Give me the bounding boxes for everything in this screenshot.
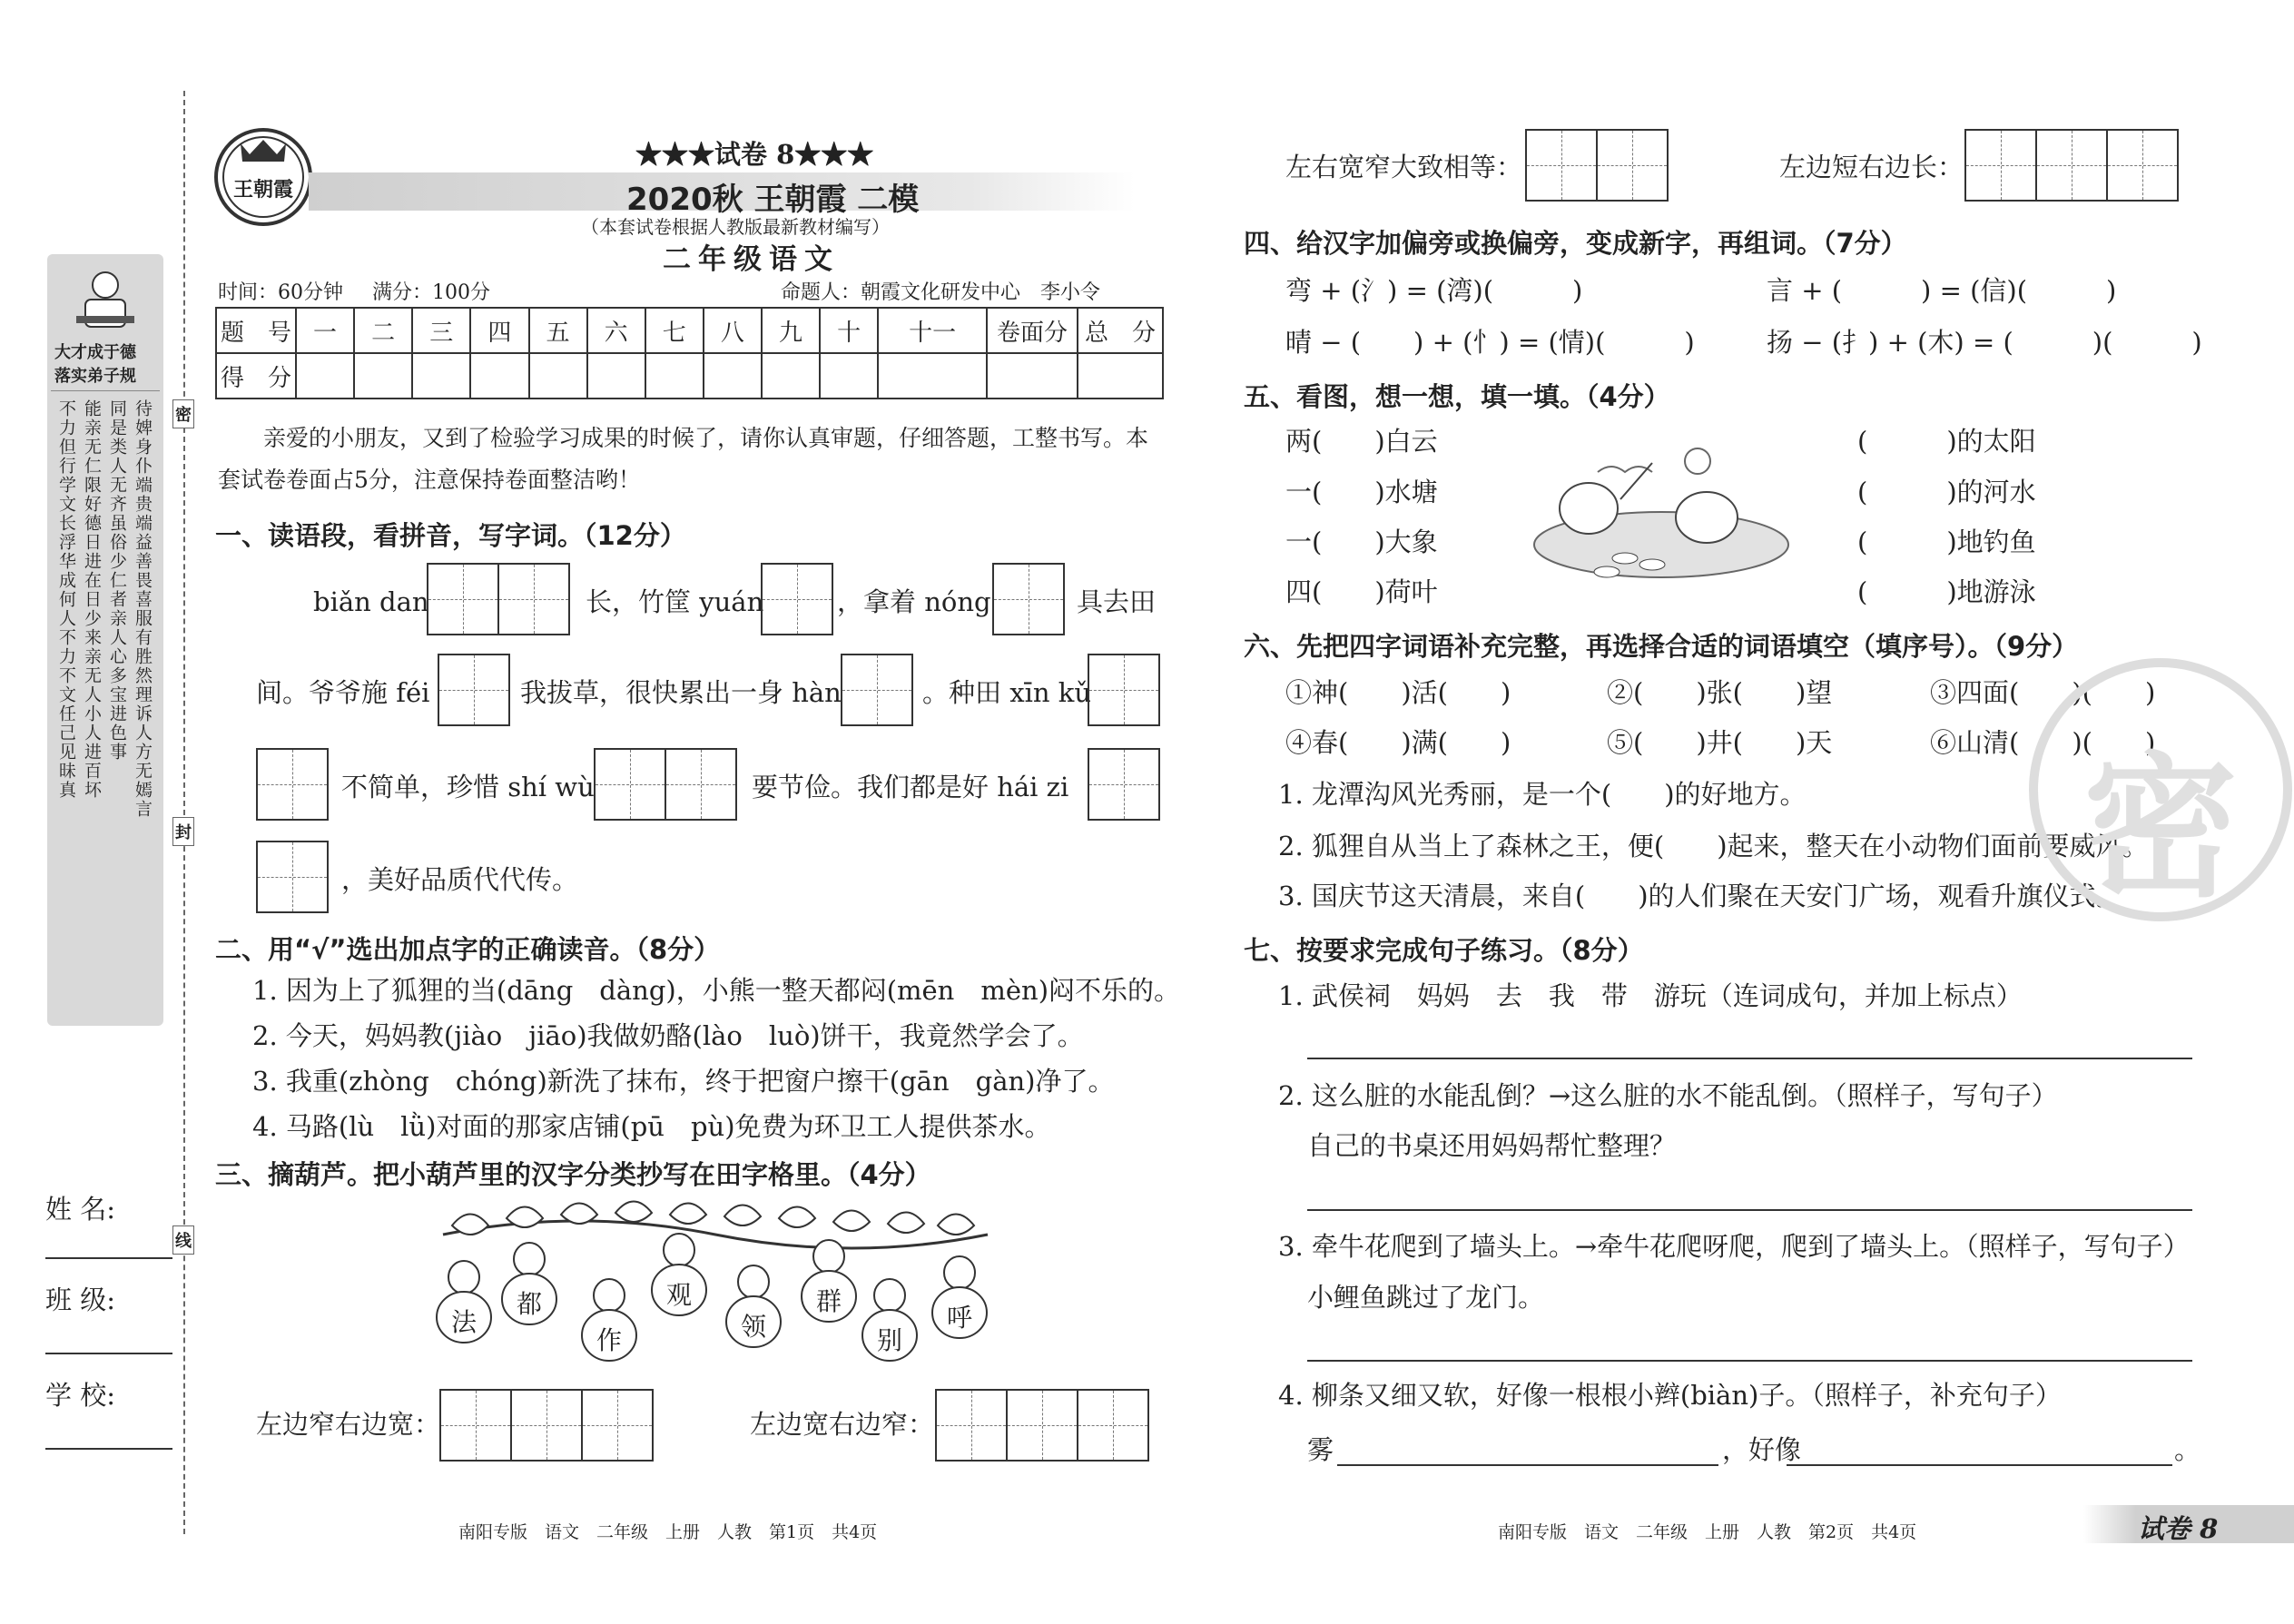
- q6-word-2: ②( )张( )望: [1607, 677, 1833, 708]
- q5-left-2: 一( )水塘: [1285, 477, 1438, 507]
- q7-fill-lead: 雾: [1307, 1434, 1334, 1465]
- scholar-figure: [69, 263, 142, 336]
- q4-item-a: 弯 + (氵) = (湾)( ): [1285, 275, 1583, 306]
- tianzige-cell[interactable]: [581, 1389, 654, 1462]
- tianzige-cell[interactable]: [256, 841, 329, 913]
- intro-text: 亲爱的小朋友，又到了检验学习成果的时候了，请你认真审题，仔细答题，工整书写。本套试卷卷面占5分，注意保持卷面整洁哟！: [218, 425, 1149, 493]
- score-cell[interactable]: [470, 353, 528, 399]
- secret-stamp-text: 密: [2082, 737, 2238, 919]
- tianzige-cell[interactable]: [510, 1389, 583, 1462]
- score-cell[interactable]: [296, 353, 354, 399]
- tianzige-cell[interactable]: [256, 748, 329, 821]
- q4-item-b: 言 + ( ) = (信)( ): [1767, 275, 2117, 306]
- poem-col-3: 同是类人无齐虽俗少仁者亲人心多宝进色事: [107, 399, 127, 762]
- gourd-char: 别: [876, 1325, 902, 1355]
- poem-col-1: 不力但行学文长浮华成何人不力不文任己见昧真: [56, 399, 76, 800]
- class-input[interactable]: [45, 1353, 172, 1354]
- q5-illustration: [1525, 445, 1797, 581]
- q7-sentence-1: 1. 武侯祠 妈妈 去 我 带 游玩（连词成句，并加上标点）: [1278, 980, 2023, 1011]
- brand-logo: [213, 127, 313, 227]
- gourd-1: [432, 1257, 496, 1343]
- score-cell[interactable]: [1078, 353, 1163, 399]
- q3-label-b: 左边宽右边窄：: [750, 1409, 935, 1440]
- score-cell[interactable]: [987, 353, 1078, 399]
- q3-label-c: 左右宽窄大致相等：: [1285, 152, 1523, 182]
- q1-text-9: ，美好品质代代传。: [341, 864, 579, 895]
- gourd-2: [497, 1239, 561, 1325]
- tianzige-cell[interactable]: [439, 1389, 512, 1462]
- score-table: [215, 307, 1164, 399]
- gourd-char: 领: [740, 1312, 766, 1342]
- q7-fill-end: 。: [2174, 1434, 2201, 1465]
- class-label: 班 级:: [45, 1284, 115, 1315]
- tianzige-cell[interactable]: [497, 563, 570, 635]
- tianzige-cell[interactable]: [1088, 654, 1160, 726]
- q7-answer-line-3[interactable]: [1307, 1360, 2192, 1362]
- score-col: 三: [412, 308, 470, 353]
- q1-text-4: 间。爷爷施 féi: [256, 677, 430, 708]
- q6-word-4: ④春( )满( ): [1285, 727, 1511, 758]
- motto-line-2: 落实弟子规: [54, 367, 136, 386]
- q1-grid-7[interactable]: [256, 748, 329, 821]
- q5-left-3: 一( )大象: [1285, 527, 1438, 557]
- tianzige-cell[interactable]: [594, 748, 666, 821]
- tianzige-cell[interactable]: [1088, 748, 1160, 821]
- score-cell[interactable]: [762, 353, 820, 399]
- gourd-char: 群: [815, 1286, 842, 1316]
- score-cell[interactable]: [820, 353, 878, 399]
- q3-grid-d[interactable]: [1964, 129, 2179, 202]
- q7-sentence-2: 2. 这么脏的水能乱倒？→这么脏的水不能乱倒。（照样子，写句子）: [1278, 1080, 2058, 1111]
- gourd-4: [647, 1230, 711, 1316]
- q5-left-1: 两( )白云: [1285, 426, 1438, 457]
- tianzige-cell[interactable]: [1006, 1389, 1078, 1462]
- q6-item-1: 1. 龙潭沟风光秀丽，是一个( )的好地方。: [1278, 779, 1807, 810]
- score-cell[interactable]: [354, 353, 412, 399]
- gourd-char: 法: [450, 1307, 477, 1337]
- q1-grid-10[interactable]: [256, 841, 329, 913]
- q3-grid-b[interactable]: [935, 1389, 1149, 1462]
- cut-label-1: 密: [172, 399, 194, 428]
- school-label: 学 校:: [45, 1380, 115, 1411]
- score-col: 一: [296, 308, 354, 353]
- q5-right-4: ( )地游泳: [1857, 576, 2036, 607]
- cut-label-3: 线: [172, 1225, 194, 1255]
- q4-item-c: 晴 − ( ) + (忄) = (情)( ): [1285, 327, 1695, 358]
- score-col: 七: [645, 308, 704, 353]
- q7-sentence-3b: 小鲤鱼跳过了龙门。: [1307, 1282, 1545, 1313]
- brand-logo-text: 王朝霞: [232, 178, 293, 202]
- sidebar-motto-box: [47, 254, 163, 1026]
- q1-pinyin-1: biǎn dan: [313, 586, 429, 617]
- footer-tag: 试卷 8: [2138, 1513, 2219, 1544]
- secret-stamp: [2024, 654, 2294, 926]
- score-col: 六: [587, 308, 645, 353]
- series-label: ★★★试卷 8★★★: [635, 139, 874, 170]
- poem-col-2: 能亲无仁限好德日进在日少来亲无人小人进百坏: [82, 399, 102, 800]
- q1-grid-8[interactable]: [594, 748, 737, 821]
- name-label: 姓 名:: [45, 1194, 115, 1225]
- score-header-row: [216, 308, 1163, 353]
- q5-right-1: ( )的太阳: [1857, 426, 2036, 457]
- score-col: 卷面分: [987, 308, 1078, 353]
- q6-word-3: ③四面( )( ): [1930, 677, 2156, 708]
- q1-grid-5[interactable]: [841, 654, 913, 726]
- tianzige-cell[interactable]: [1077, 1389, 1149, 1462]
- score-col: 二: [354, 308, 412, 353]
- gourd-3: [577, 1275, 641, 1362]
- main-title: 2020秋 王朝霞 二模: [626, 182, 920, 218]
- q7-sentence-2b: 自己的书桌还用妈妈帮忙整理？: [1307, 1130, 1677, 1161]
- score-cell[interactable]: [704, 353, 762, 399]
- score-cell[interactable]: [587, 353, 645, 399]
- score-value-row: [216, 353, 1163, 399]
- q6-word-5: ⑤( )井( )天: [1607, 727, 1833, 758]
- q5-right-3: ( )地钓鱼: [1857, 527, 2036, 557]
- tianzige-cell[interactable]: [1596, 129, 1669, 202]
- school-input[interactable]: [45, 1448, 172, 1450]
- q3-label-d: 左边短右边长：: [1779, 152, 1964, 182]
- tianzige-cell[interactable]: [427, 563, 499, 635]
- q4-item-d: 扬 − (扌) + (木) = ( )( ): [1767, 327, 2202, 358]
- exam-time: 时间：60分钟: [218, 281, 343, 304]
- q1-title: 一、读语段，看拼音，写字词。（12分）: [215, 520, 686, 551]
- q3-grid-a[interactable]: [439, 1389, 654, 1462]
- gourd-char: 呼: [946, 1303, 972, 1333]
- q3-grid-c[interactable]: [1525, 129, 1669, 202]
- tianzige-cell[interactable]: [1964, 129, 2037, 202]
- tianzige-cell[interactable]: [438, 654, 510, 726]
- q1-grid-1[interactable]: [427, 563, 570, 635]
- setter: 命题人：朝霞文化研发中心 李小令: [781, 281, 1101, 304]
- q1-text-6: 。种田 xīn kǔ: [922, 677, 1091, 708]
- q5-title: 五、看图，想一想，填一填。（4分）: [1244, 381, 1670, 412]
- q1-grid-4[interactable]: [438, 654, 510, 726]
- sub-title: （本套试卷根据人教版最新教材编写）: [581, 216, 890, 238]
- footer-left: 南阳专版 语文 二年级 上册 人教 第1页 共4页: [458, 1522, 878, 1542]
- q7-sentence-4: 4. 柳条又细又软，好像一根根小辫(biàn)子。（照样子，补充句子）: [1278, 1380, 2062, 1411]
- score-col: 四: [470, 308, 528, 353]
- score-col: 八: [704, 308, 762, 353]
- gourd-7: [858, 1275, 921, 1362]
- q7-title: 七、按要求完成句子练习。（8分）: [1244, 935, 1644, 966]
- q2-item-3: 3. 我重(zhòng chóng)新洗了抹布，终于把窗户擦干(gān gàn)净了。: [252, 1066, 1115, 1097]
- tianzige-cell[interactable]: [2106, 129, 2179, 202]
- q1-text-1: 长，竹筐 yuán: [586, 586, 764, 617]
- q7-fill-line-2[interactable]: [1787, 1464, 2172, 1466]
- score-col: 五: [529, 308, 587, 353]
- footer-right: 南阳专版 语文 二年级 上册 人教 第2页 共4页: [1498, 1522, 1917, 1542]
- q2-item-4: 4. 马路(lù lǜ)对面的那家店铺(pū pù)免费为环卫工人提供茶水。: [252, 1111, 1051, 1142]
- q6-word-6: ⑥山清( )( ): [1930, 727, 2156, 758]
- tianzige-cell[interactable]: [761, 563, 833, 635]
- score-cell[interactable]: [412, 353, 470, 399]
- q1-text-5: 我拔草，很快累出一身 hàn: [520, 677, 842, 708]
- gourd-6: [797, 1236, 861, 1323]
- score-col: 十: [820, 308, 878, 353]
- q6-title: 六、先把四字词语补充完整，再选择合适的词语填空（填序号）。（9分）: [1244, 631, 2079, 662]
- q3-label-a: 左边窄右边宽：: [256, 1409, 441, 1440]
- q2-title: 二、用“√”选出加点字的正确读音。（8分）: [215, 934, 721, 965]
- q1-text-2: ，拿着 nóng: [837, 586, 991, 617]
- score-row-label: 题 号: [216, 308, 296, 353]
- gourd-5: [722, 1262, 785, 1348]
- q1-grid-9[interactable]: [1088, 748, 1160, 821]
- poem-col-4: 待婢身仆端贵端益善畏喜服有胜然理诉人方无嫣言: [133, 399, 153, 819]
- gourd-char: 都: [516, 1289, 542, 1319]
- q7-answer-line-2[interactable]: [1307, 1209, 2192, 1211]
- q7-answer-line-1[interactable]: [1307, 1058, 2192, 1059]
- divider: [51, 390, 160, 391]
- q2-item-2: 2. 今天，妈妈教(jiào jiāo)我做奶酪(lào luò)饼干，我竟然学会了。: [252, 1020, 1084, 1051]
- q1-text-8: 要节俭。我们都是好 hái zi: [752, 772, 1069, 802]
- q3-title: 三、摘葫芦。把小葫芦里的汉字分类抄写在田字格里。（4分）: [215, 1159, 931, 1190]
- q1-grid-6[interactable]: [1088, 654, 1160, 726]
- subject-title: 二年级语文: [663, 243, 840, 276]
- q7-fill-mid: ，好像: [1722, 1434, 1802, 1465]
- q1-grid-3[interactable]: [992, 563, 1065, 635]
- q1-grid-2[interactable]: [761, 563, 833, 635]
- q7-sentence-3: 3. 牵牛花爬到了墙头上。→牵牛花爬呀爬，爬到了墙头上。（照样子，写句子）: [1278, 1231, 2190, 1262]
- score-col: 总 分: [1078, 308, 1163, 353]
- motto-line-1: 大才成于德: [54, 343, 136, 362]
- tianzige-cell[interactable]: [841, 654, 913, 726]
- score-cell[interactable]: [529, 353, 587, 399]
- q7-fill-line-1[interactable]: [1337, 1464, 1718, 1466]
- q5-right-2: ( )的河水: [1857, 477, 2036, 507]
- tianzige-cell[interactable]: [665, 748, 737, 821]
- q5-left-4: 四( )荷叶: [1285, 576, 1438, 607]
- score-cell[interactable]: [645, 353, 704, 399]
- score-row-label: 得 分: [216, 353, 296, 399]
- score-cell[interactable]: [878, 353, 987, 399]
- name-input[interactable]: [45, 1257, 172, 1259]
- tianzige-cell[interactable]: [2035, 129, 2108, 202]
- q6-word-1: ①神( )活( ): [1285, 677, 1511, 708]
- cut-label-2: 封: [172, 817, 194, 846]
- q1-text-3: 具去田: [1077, 586, 1157, 617]
- full-score: 满分：100分: [372, 281, 490, 304]
- tianzige-cell[interactable]: [1525, 129, 1598, 202]
- cut-line: [183, 91, 185, 1534]
- q6-item-3: 3. 国庆节这天清晨，来自( )的人们聚在天安门广场，观看升旗仪式。: [1278, 881, 2122, 911]
- gourd-char: 作: [596, 1325, 622, 1355]
- tianzige-cell[interactable]: [935, 1389, 1008, 1462]
- gourd-8: [928, 1253, 991, 1339]
- q4-title: 四、给汉字加偏旁或换偏旁，变成新字，再组词。（7分）: [1244, 228, 1907, 259]
- q2-item-1: 1. 因为上了狐狸的当(dāng dàng)，小熊一整天都闷(mēn mèn)闷不乐的。: [252, 975, 1181, 1006]
- gourd-char: 观: [665, 1280, 692, 1310]
- score-col: 十一: [878, 308, 987, 353]
- q6-item-2: 2. 狐狸自从当上了森林之王，便( )起来，整天在小动物们面前要威风。: [1278, 831, 2149, 861]
- score-col: 九: [762, 308, 820, 353]
- tianzige-cell[interactable]: [992, 563, 1065, 635]
- q1-text-7: 不简单，珍惜 shí wù: [341, 772, 595, 802]
